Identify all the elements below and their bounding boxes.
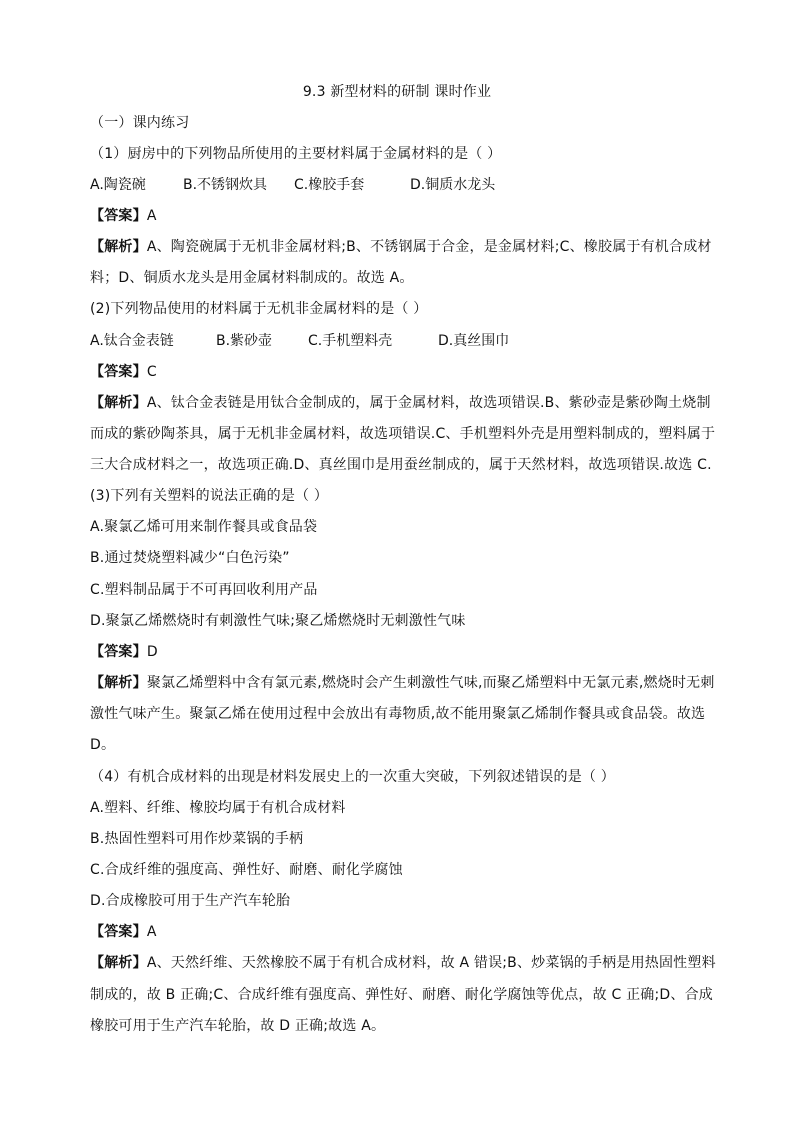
question-1-option-c: C.橡胶手套	[294, 177, 365, 193]
analysis-label: 【解析】	[90, 395, 147, 411]
question-3-option-c: C.塑料制品属于不可再回收利用产品	[90, 582, 318, 598]
section-heading: （一）课内练习	[90, 115, 190, 131]
question-2-analysis-line-3: 三大合成材料之一，故选项正确.D、真丝围巾是用蚕丝制成的，属于天然材料，故选项错误.故选 C.	[90, 457, 712, 473]
question-2-answer-value: C	[146, 364, 157, 380]
question-1-analysis-line-2: 料；D、铜质水龙头是用金属材料制成的。故选 A。	[90, 270, 414, 286]
question-3-stem: (3)下列有关塑料的说法正确的是（ ）	[90, 488, 329, 504]
question-3-analysis-line-1	[90, 673, 715, 693]
question-4-option-d: D.合成橡胶可用于生产汽车轮胎	[90, 893, 291, 909]
answer-label: 【答案】	[90, 644, 147, 660]
question-3-analysis-text-1: 聚氯乙烯塑料中含有氯元素,燃烧时会产生刺激性气味,而聚乙烯塑料中无氯元素,燃烧时无刺	[146, 675, 715, 691]
answer-label: 【答案】	[90, 364, 147, 380]
question-2-option-a: A.钛合金表链	[90, 333, 174, 349]
page-title: 9.3 新型材料的研制 课时作业	[302, 84, 492, 100]
question-2-option-d: D.真丝围巾	[438, 333, 510, 349]
question-1-option-a: A.陶瓷碗	[90, 177, 146, 193]
answer-label: 【答案】	[90, 208, 147, 224]
question-1-option-d: D.铜质水龙头	[410, 177, 496, 193]
question-4-answer-value: A	[146, 924, 157, 940]
question-4-answer	[90, 922, 710, 942]
question-1-answer	[90, 206, 710, 226]
question-3-answer	[90, 642, 710, 662]
question-1-answer-value: A	[146, 208, 157, 224]
question-2-analysis-text-1: A、钛合金表链是用钛合金制成的，属于金属材料，故选项错误.B、紫砂壶是紫砂陶土烧制	[146, 395, 711, 411]
question-2-analysis-line-1	[90, 393, 710, 413]
question-4-option-c: C.合成纤维的强度高、弹性好、耐磨、耐化学腐蚀	[90, 862, 403, 878]
question-4-analysis-line-1	[90, 953, 716, 973]
question-4-option-a: A.塑料、纤维、橡胶均属于有机合成材料	[90, 800, 346, 816]
analysis-label: 【解析】	[90, 675, 147, 691]
question-1-analysis-text-1: A、陶瓷碗属于无机非金属材料;B、不锈钢属于合金，是金属材料;C、橡胶属于有机合成材	[146, 239, 712, 255]
question-1-stem: （1）厨房中的下列物品所使用的主要材料属于金属材料的是（ ）	[90, 146, 502, 162]
question-2-analysis-line-2: 而成的紫砂陶茶具，属于无机非金属材料，故选项错误.C、手机塑料外壳是用塑料制成的，塑料属于	[90, 426, 716, 442]
answer-label: 【答案】	[90, 924, 147, 940]
question-4-analysis-text-1: A、天然纤维、天然橡胶不属于有机合成材料，故 A 错误;B、炒菜锅的手柄是用热固性塑料	[146, 955, 716, 971]
analysis-label: 【解析】	[90, 955, 147, 971]
question-3-analysis-line-3: D。	[90, 737, 116, 753]
question-2-option-b: B.紫砂壶	[216, 333, 273, 349]
question-3-option-d: D.聚氯乙烯燃烧时有刺激性气味;聚乙烯燃烧时无刺激性气味	[90, 613, 466, 629]
question-4-analysis-line-3: 橡胶可用于生产汽车轮胎，故 D 正确;故选 A。	[90, 1018, 386, 1034]
question-3-option-b: B.通过焚烧塑料减少“白色污染”	[90, 550, 290, 566]
question-3-analysis-line-2: 激性气味产生。聚氯乙烯在使用过程中会放出有毒物质,故不能用聚氯乙烯制作餐具或食品袋。故选	[90, 706, 706, 722]
question-3-option-a: A.聚氯乙烯可用来制作餐具或食品袋	[90, 519, 318, 535]
question-2-answer	[90, 362, 710, 382]
question-4-stem: （4）有机合成材料的出现是材料发展史上的一次重大突破，下列叙述错误的是（ ）	[90, 769, 615, 785]
question-2-stem: (2)下列物品使用的材料属于无机非金属材料的是（ ）	[90, 301, 428, 317]
question-1-analysis-line-1	[90, 237, 710, 257]
question-3-answer-value: D	[146, 644, 158, 660]
question-1-option-b: B.不锈钢炊具	[183, 177, 268, 193]
question-2-option-c: C.手机塑料壳	[308, 333, 393, 349]
analysis-label: 【解析】	[90, 239, 147, 255]
question-4-analysis-line-2: 制成的，故 B 正确;C、合成纤维有强度高、弹性好、耐磨、耐化学腐蚀等优点，故 C 正确;D、合成	[90, 987, 713, 1003]
question-4-option-b: B.热固性塑料可用作炒菜锅的手柄	[90, 831, 304, 847]
